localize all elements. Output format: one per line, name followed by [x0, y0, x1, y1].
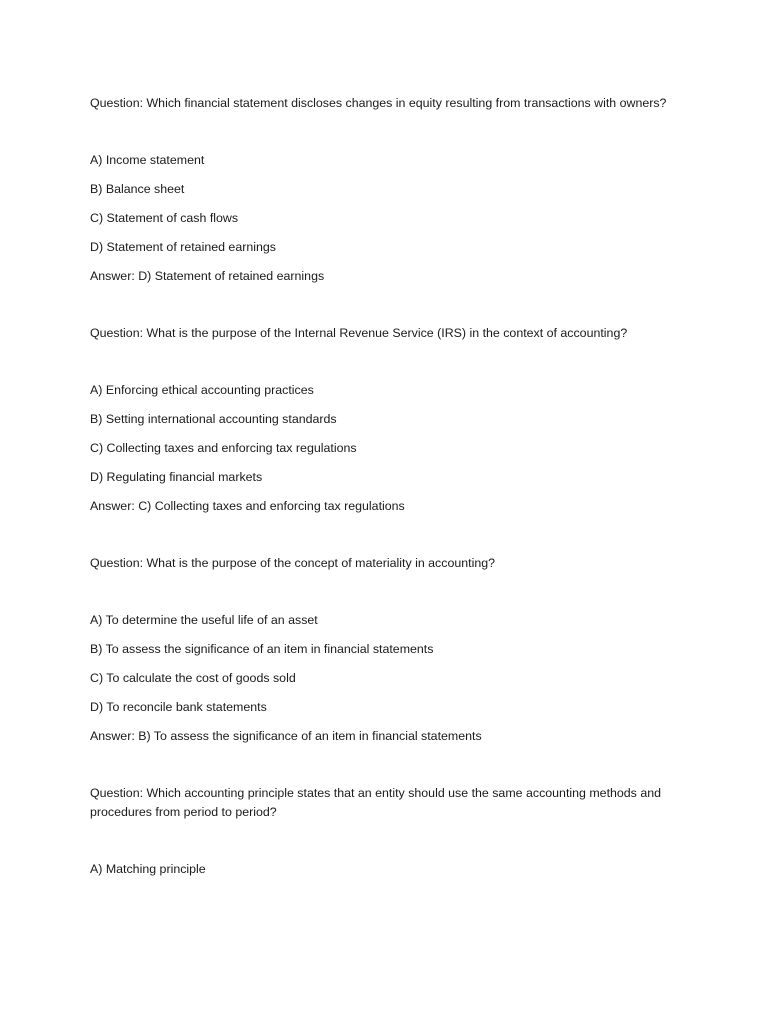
option-c: C) To calculate the cost of goods sold [90, 671, 296, 685]
question-text: Question: Which financial statement discloses changes in equity resulting from transactions with owners? [90, 96, 667, 110]
option-d: D) To reconcile bank statements [90, 700, 267, 714]
question-block-2 [90, 324, 690, 516]
option-c: C) Statement of cash flows [90, 211, 239, 225]
answer-text: Answer: B) To assess the significance of an item in financial statements [90, 729, 482, 743]
question-block-4 [90, 784, 690, 879]
option-d: D) Regulating financial markets [90, 470, 263, 484]
option-a: A) Income statement [90, 153, 205, 167]
question-text: Question: What is the purpose of the Internal Revenue Service (IRS) in the context of accounting? [90, 326, 628, 340]
option-a: A) Matching principle [90, 862, 206, 876]
option-a: A) Enforcing ethical accounting practices [90, 383, 314, 397]
question-block-3 [90, 554, 690, 746]
answer-text: Answer: D) Statement of retained earnings [90, 269, 325, 283]
option-c: C) Collecting taxes and enforcing tax regulations [90, 441, 357, 455]
document-page [90, 94, 690, 889]
option-d: D) Statement of retained earnings [90, 240, 276, 254]
option-b: B) To assess the significance of an item in financial statements [90, 642, 434, 656]
question-text: Question: Which accounting principle states that an entity should use the same accounting methods and procedures from period to period? [90, 786, 661, 819]
option-b: B) Balance sheet [90, 182, 185, 196]
question-block-1 [90, 94, 690, 286]
answer-text: Answer: C) Collecting taxes and enforcing tax regulations [90, 499, 405, 513]
option-a: A) To determine the useful life of an asset [90, 613, 318, 627]
question-text: Question: What is the purpose of the concept of materiality in accounting? [90, 556, 495, 570]
option-b: B) Setting international accounting standards [90, 412, 337, 426]
